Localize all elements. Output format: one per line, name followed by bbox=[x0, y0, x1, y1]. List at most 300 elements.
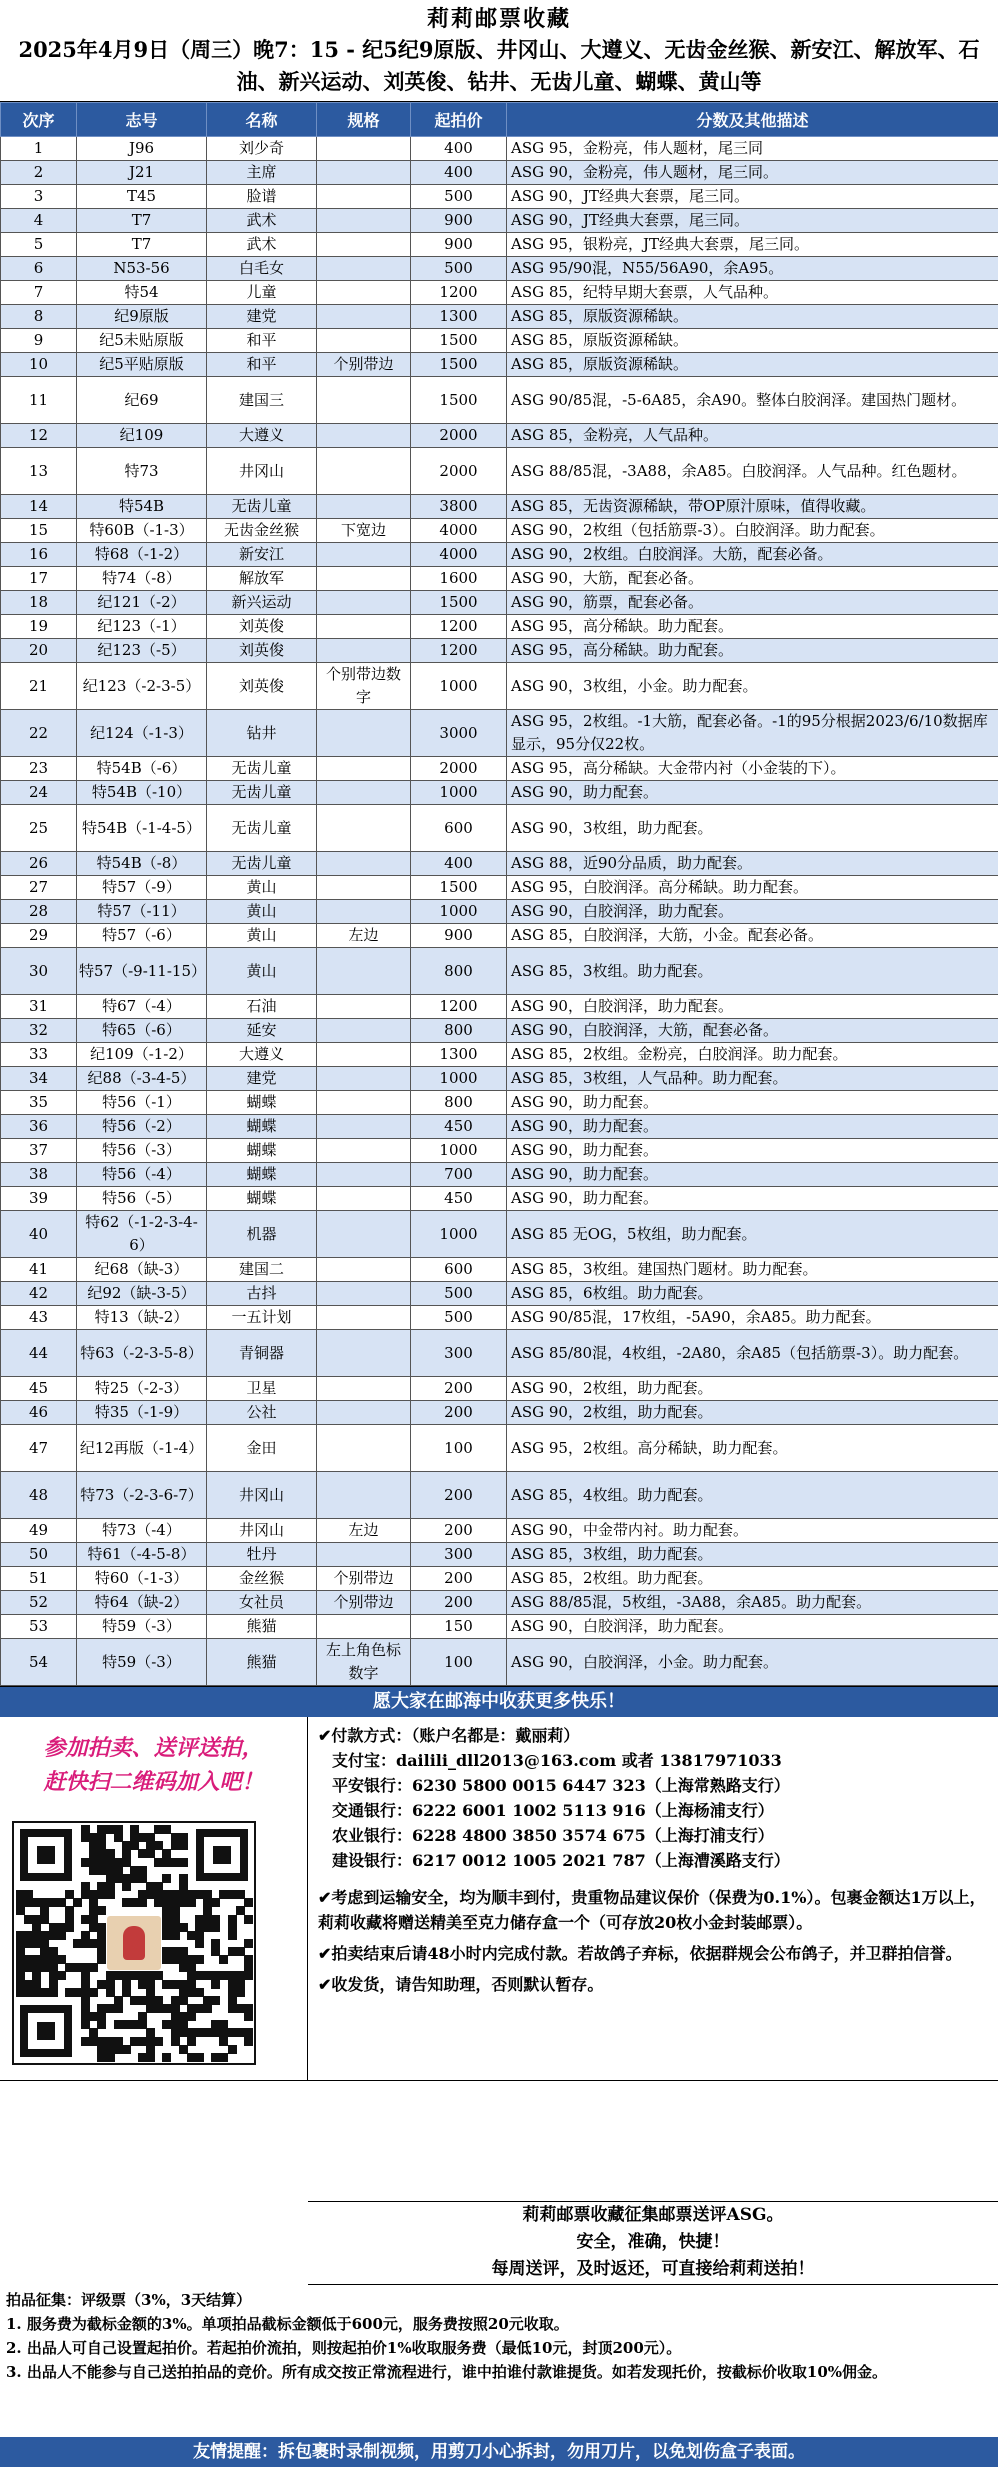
catalog-subtitle: 2025年4月9日（周三）晚7：15 - 纪5纪9原版、井冈山、大遵义、无齿金丝猴、新安江、解放军、石油、新兴运动、刘英俊、钻井、无齿儿童、蝴蝶、黄山等 bbox=[18, 37, 980, 94]
lot-catalog-no: T7 bbox=[77, 233, 207, 257]
lot-spec bbox=[317, 639, 411, 663]
lot-catalog-no: J96 bbox=[77, 137, 207, 161]
lot-name: 一五计划 bbox=[207, 1306, 317, 1330]
qr-module bbox=[211, 1980, 220, 1989]
lot-description: ASG 90，2枚组（包括筋票-3）。白胶润泽。助力配套。 bbox=[507, 519, 998, 543]
lot-number: 37 bbox=[1, 1139, 77, 1163]
lot-number: 48 bbox=[1, 1472, 77, 1519]
lot-spec bbox=[317, 1543, 411, 1567]
lot-catalog-no: 特61（-4-5-8） bbox=[77, 1543, 207, 1567]
lot-name: 黄山 bbox=[207, 924, 317, 948]
promo-panel bbox=[0, 1717, 308, 2080]
qr-module bbox=[211, 1898, 220, 1907]
table-row bbox=[1, 1258, 998, 1282]
qr-module bbox=[244, 2037, 253, 2046]
shipping-note: ✔考虑到运输安全，均为顺丰到付，贵重物品建议保价（保费为0.1%）。包裹金额达1万以上，莉莉收藏将赠送精美至克力储存盒一个（可存放20枚小金封装邮票）。 bbox=[318, 1888, 986, 1932]
qr-module bbox=[244, 1971, 253, 1980]
lot-catalog-no: 特13（缺-2） bbox=[77, 1306, 207, 1330]
qr-code[interactable] bbox=[12, 1821, 256, 2065]
lot-name: 武术 bbox=[207, 209, 317, 233]
lot-name: 大遵义 bbox=[207, 424, 317, 448]
lot-start-price: 500 bbox=[411, 1282, 507, 1306]
qr-module bbox=[195, 2053, 204, 2062]
lot-name: 钻井 bbox=[207, 710, 317, 757]
lot-catalog-no: 纪124（-1-3） bbox=[77, 710, 207, 757]
qr-module bbox=[211, 1996, 220, 2005]
qr-module bbox=[122, 1882, 131, 1891]
lot-start-price: 100 bbox=[411, 1639, 507, 1686]
lot-description: ASG 85，3枚组。助力配套。 bbox=[507, 948, 998, 995]
lot-spec bbox=[317, 995, 411, 1019]
lot-start-price: 1000 bbox=[411, 663, 507, 710]
lot-catalog-no: 纪69 bbox=[77, 377, 207, 424]
lot-spec bbox=[317, 948, 411, 995]
qr-module bbox=[211, 1923, 220, 1932]
qr-module bbox=[97, 1955, 106, 1964]
lot-number: 5 bbox=[1, 233, 77, 257]
lot-spec bbox=[317, 329, 411, 353]
lot-catalog-no: 纪123（-5） bbox=[77, 639, 207, 663]
table-row bbox=[1, 639, 998, 663]
lot-start-price: 1500 bbox=[411, 876, 507, 900]
qr-module bbox=[228, 2045, 237, 2054]
lot-start-price: 800 bbox=[411, 1091, 507, 1115]
payment-info bbox=[308, 1717, 998, 2080]
lot-name: 熊猫 bbox=[207, 1639, 317, 1686]
lot-name: 延安 bbox=[207, 1019, 317, 1043]
lot-spec bbox=[317, 161, 411, 185]
table-row bbox=[1, 1567, 998, 1591]
lot-spec bbox=[317, 852, 411, 876]
qr-module bbox=[57, 1931, 66, 1940]
table-row bbox=[1, 591, 998, 615]
lot-name: 机器 bbox=[207, 1211, 317, 1258]
lot-catalog-no: 特56（-3） bbox=[77, 1139, 207, 1163]
qr-module bbox=[146, 2053, 155, 2062]
table-row bbox=[1, 757, 998, 781]
lot-name: 井冈山 bbox=[207, 1519, 317, 1543]
lot-description: ASG 90，助力配套。 bbox=[507, 1163, 998, 1187]
lot-start-price: 1200 bbox=[411, 995, 507, 1019]
lot-name: 黄山 bbox=[207, 876, 317, 900]
lot-catalog-no: 特73（-2-3-6-7） bbox=[77, 1472, 207, 1519]
lot-start-price: 800 bbox=[411, 1019, 507, 1043]
lot-description: ASG 85，原版资源稀缺。 bbox=[507, 353, 998, 377]
lot-number: 40 bbox=[1, 1211, 77, 1258]
lot-start-price: 500 bbox=[411, 257, 507, 281]
lot-name: 古抖 bbox=[207, 1282, 317, 1306]
lot-description: ASG 90，助力配套。 bbox=[507, 781, 998, 805]
lot-name: 无齿金丝猴 bbox=[207, 519, 317, 543]
lot-name: 蝴蝶 bbox=[207, 1163, 317, 1187]
lot-spec bbox=[317, 257, 411, 281]
lot-description: ASG 95，高分稀缺。大金带内衬（小金装的下）。 bbox=[507, 757, 998, 781]
lot-start-price: 450 bbox=[411, 1115, 507, 1139]
table-row bbox=[1, 519, 998, 543]
lot-name: 金丝猴 bbox=[207, 1567, 317, 1591]
lot-start-price: 1000 bbox=[411, 1139, 507, 1163]
lot-description: ASG 90，金粉亮，伟人题材，尾三同。 bbox=[507, 161, 998, 185]
lot-number: 45 bbox=[1, 1377, 77, 1401]
lot-catalog-no: 特54B（-10） bbox=[77, 781, 207, 805]
lot-description: ASG 95/90混，N55/56A90，余A95。 bbox=[507, 257, 998, 281]
lot-name: 卫星 bbox=[207, 1377, 317, 1401]
lot-name: 无齿儿童 bbox=[207, 852, 317, 876]
lot-start-price: 300 bbox=[411, 1543, 507, 1567]
table-row bbox=[1, 353, 998, 377]
catalog-header bbox=[0, 0, 998, 102]
table-row bbox=[1, 1401, 998, 1425]
lot-description: ASG 95，高分稀缺。助力配套。 bbox=[507, 615, 998, 639]
bank-account-pingan: 平安银行：6230 5800 0015 6447 323（上海常熟路支行） bbox=[332, 1776, 790, 1795]
lot-catalog-no: 特59（-3） bbox=[77, 1615, 207, 1639]
table-row bbox=[1, 377, 998, 424]
qr-module bbox=[195, 1939, 204, 1948]
lot-catalog-no: 特56（-4） bbox=[77, 1163, 207, 1187]
qr-module bbox=[89, 1963, 98, 1972]
submission-ad-line-1: 莉莉邮票收藏征集邮票送评ASG。 bbox=[522, 2205, 784, 2225]
lot-start-price: 2000 bbox=[411, 448, 507, 495]
lot-number: 2 bbox=[1, 161, 77, 185]
qr-module bbox=[162, 1874, 171, 1883]
lot-number: 11 bbox=[1, 377, 77, 424]
lot-catalog-no: 特68（-1-2） bbox=[77, 543, 207, 567]
lot-spec bbox=[317, 591, 411, 615]
lot-name: 无齿儿童 bbox=[207, 805, 317, 852]
lot-spec bbox=[317, 1330, 411, 1377]
lot-start-price: 100 bbox=[411, 1425, 507, 1472]
lot-catalog-no: 纪92（缺-3-5） bbox=[77, 1282, 207, 1306]
table-row bbox=[1, 876, 998, 900]
lot-description: ASG 85，金粉亮，人气品种。 bbox=[507, 424, 998, 448]
rule-item: 2. 出品人可自己设置起拍价。若起拍价流拍，则按起拍价1%收取服务费（最低10元，封顶200元）。 bbox=[6, 2339, 682, 2357]
alipay-account: 支付宝：dailili_dll2013@163.com 或者 13817971033 bbox=[332, 1751, 782, 1770]
lot-name: 牡丹 bbox=[207, 1543, 317, 1567]
lot-catalog-no: 特54B bbox=[77, 495, 207, 519]
lot-start-price: 1500 bbox=[411, 591, 507, 615]
lot-description: ASG 85，无齿资源稀缺，带OP原汁原味，值得收藏。 bbox=[507, 495, 998, 519]
table-row bbox=[1, 305, 998, 329]
submission-ad-line-3: 每周送评，及时返还，可直接给莉莉送拍！ bbox=[491, 2259, 815, 2279]
lot-start-price: 450 bbox=[411, 1187, 507, 1211]
qr-module bbox=[244, 1939, 253, 1948]
lot-number: 42 bbox=[1, 1282, 77, 1306]
greeting-banner: 愿大家在邮海中收获更多快乐！ bbox=[0, 1686, 998, 1717]
lot-description: ASG 85，纪特早期大套票，人气品种。 bbox=[507, 281, 998, 305]
lot-catalog-no: 纪12再版（-1-4） bbox=[77, 1425, 207, 1472]
lot-spec bbox=[317, 1615, 411, 1639]
lot-start-price: 1200 bbox=[411, 639, 507, 663]
table-row bbox=[1, 1163, 998, 1187]
lot-description: ASG 90，助力配套。 bbox=[507, 1091, 998, 1115]
lot-number: 53 bbox=[1, 1615, 77, 1639]
lot-spec bbox=[317, 424, 411, 448]
lot-name: 脸谱 bbox=[207, 185, 317, 209]
lot-spec bbox=[317, 448, 411, 495]
lot-number: 32 bbox=[1, 1019, 77, 1043]
lot-number: 46 bbox=[1, 1401, 77, 1425]
lot-start-price: 200 bbox=[411, 1591, 507, 1615]
qr-module bbox=[171, 1931, 180, 1940]
lot-number: 54 bbox=[1, 1639, 77, 1686]
table-row bbox=[1, 257, 998, 281]
lot-catalog-no: 特54B（-8） bbox=[77, 852, 207, 876]
table-row bbox=[1, 1472, 998, 1519]
table-row bbox=[1, 710, 998, 757]
lot-number: 27 bbox=[1, 876, 77, 900]
lot-catalog-no: 特67（-4） bbox=[77, 995, 207, 1019]
lot-catalog-no: 特59（-3） bbox=[77, 1639, 207, 1686]
qr-module bbox=[73, 1898, 82, 1907]
submission-ad bbox=[308, 2201, 998, 2285]
lot-start-price: 300 bbox=[411, 1330, 507, 1377]
lot-number: 29 bbox=[1, 924, 77, 948]
lot-spec bbox=[317, 567, 411, 591]
lot-start-price: 700 bbox=[411, 1163, 507, 1187]
lot-catalog-no: 特65（-6） bbox=[77, 1019, 207, 1043]
lot-catalog-no: 特63（-2-3-5-8） bbox=[77, 1330, 207, 1377]
qr-module bbox=[106, 2053, 115, 2062]
lot-description: ASG 90，2枚组，助力配套。 bbox=[507, 1401, 998, 1425]
col-header-start-price: 起拍价 bbox=[411, 103, 507, 137]
lot-description: ASG 85，2枚组。金粉亮，白胶润泽。助力配套。 bbox=[507, 1043, 998, 1067]
lot-spec bbox=[317, 1163, 411, 1187]
table-row bbox=[1, 543, 998, 567]
lot-spec bbox=[317, 495, 411, 519]
table-row bbox=[1, 1043, 998, 1067]
lot-number: 41 bbox=[1, 1258, 77, 1282]
qr-module bbox=[57, 1971, 66, 1980]
table-row bbox=[1, 1282, 998, 1306]
table-row bbox=[1, 1091, 998, 1115]
lot-catalog-no: N53-56 bbox=[77, 257, 207, 281]
lot-spec bbox=[317, 543, 411, 567]
lot-description: ASG 95，金粉亮，伟人题材，尾三同 bbox=[507, 137, 998, 161]
lot-spec bbox=[317, 281, 411, 305]
lot-catalog-no: 纪88（-3-4-5） bbox=[77, 1067, 207, 1091]
table-row bbox=[1, 185, 998, 209]
qr-finder-icon bbox=[196, 1829, 248, 1881]
lot-spec: 左上角色标数字 bbox=[317, 1639, 411, 1686]
qr-finder-icon bbox=[20, 1829, 72, 1881]
lot-description: ASG 85，6枚组。助力配套。 bbox=[507, 1282, 998, 1306]
qr-module bbox=[179, 1858, 188, 1867]
lot-start-price: 200 bbox=[411, 1472, 507, 1519]
lot-description: ASG 88，近90分品质，助力配套。 bbox=[507, 852, 998, 876]
lot-description: ASG 85/80混，4枚组，-2A80，余A85（包括筋票-3）。助力配套。 bbox=[507, 1330, 998, 1377]
lot-spec: 左边 bbox=[317, 1519, 411, 1543]
lot-description: ASG 85，3枚组，助力配套。 bbox=[507, 1543, 998, 1567]
lot-number: 31 bbox=[1, 995, 77, 1019]
table-row bbox=[1, 948, 998, 995]
qr-avatar-logo bbox=[104, 1913, 164, 1973]
lot-start-price: 1500 bbox=[411, 329, 507, 353]
lot-number: 20 bbox=[1, 639, 77, 663]
lot-spec bbox=[317, 1425, 411, 1472]
lot-number: 30 bbox=[1, 948, 77, 995]
lot-number: 8 bbox=[1, 305, 77, 329]
lot-name: 大遵义 bbox=[207, 1043, 317, 1067]
table-row bbox=[1, 805, 998, 852]
lot-catalog-no: 特73 bbox=[77, 448, 207, 495]
lot-name: 黄山 bbox=[207, 900, 317, 924]
lot-description: ASG 90，JT经典大套票，尾三同。 bbox=[507, 209, 998, 233]
lot-number: 13 bbox=[1, 448, 77, 495]
lot-start-price: 200 bbox=[411, 1401, 507, 1425]
lot-spec bbox=[317, 137, 411, 161]
lot-spec: 个别带边 bbox=[317, 1591, 411, 1615]
lot-start-price: 2000 bbox=[411, 757, 507, 781]
lot-start-price: 4000 bbox=[411, 519, 507, 543]
lot-catalog-no: 纪5平贴原版 bbox=[77, 353, 207, 377]
promo-line-2: 赶快扫二维码加入吧！ bbox=[43, 1769, 264, 1795]
lot-description: ASG 95，2枚组。高分稀缺，助力配套。 bbox=[507, 1425, 998, 1472]
lot-catalog-no: T7 bbox=[77, 209, 207, 233]
table-row bbox=[1, 1067, 998, 1091]
lot-name: 刘少奇 bbox=[207, 137, 317, 161]
qr-module bbox=[89, 1988, 98, 1997]
lot-number: 23 bbox=[1, 757, 77, 781]
qr-module bbox=[187, 2012, 196, 2021]
catalog-title: 莉莉邮票收藏 bbox=[426, 6, 571, 32]
lot-spec bbox=[317, 900, 411, 924]
lot-description: ASG 90，白胶润泽，小金。助力配套。 bbox=[507, 1639, 998, 1686]
lot-number: 22 bbox=[1, 710, 77, 757]
table-row bbox=[1, 1019, 998, 1043]
lot-spec bbox=[317, 1019, 411, 1043]
lot-spec bbox=[317, 757, 411, 781]
table-row bbox=[1, 137, 998, 161]
lot-description: ASG 85，2枚组。助力配套。 bbox=[507, 1567, 998, 1591]
qr-finder-icon bbox=[20, 2005, 72, 2057]
lot-description: ASG 88/85混，-3A88，余A85。白胶润泽。人气品种。红色题材。 bbox=[507, 448, 998, 495]
lot-spec bbox=[317, 1401, 411, 1425]
lot-name: 主席 bbox=[207, 161, 317, 185]
lot-name: 新安江 bbox=[207, 543, 317, 567]
lot-number: 24 bbox=[1, 781, 77, 805]
lot-start-price: 400 bbox=[411, 161, 507, 185]
col-header-spec: 规格 bbox=[317, 103, 411, 137]
table-row bbox=[1, 1615, 998, 1639]
qr-module bbox=[187, 1898, 196, 1907]
lot-description: ASG 90，2枚组。白胶润泽。大筋，配套必备。 bbox=[507, 543, 998, 567]
lot-description: ASG 90/85混，-5-6A85，余A90。整体白胶润泽。建国热门题材。 bbox=[507, 377, 998, 424]
lot-spec: 下宽边 bbox=[317, 519, 411, 543]
lot-description: ASG 85，4枚组。助力配套。 bbox=[507, 1472, 998, 1519]
table-row bbox=[1, 995, 998, 1019]
lot-description: ASG 90，筋票，配套必备。 bbox=[507, 591, 998, 615]
lot-number: 25 bbox=[1, 805, 77, 852]
lot-start-price: 600 bbox=[411, 1258, 507, 1282]
lot-number: 44 bbox=[1, 1330, 77, 1377]
lot-spec bbox=[317, 1043, 411, 1067]
rules-title: 拍品征集：评级票（3%，3天结算） bbox=[6, 2291, 252, 2309]
lot-spec: 左边 bbox=[317, 924, 411, 948]
lot-name: 井冈山 bbox=[207, 448, 317, 495]
lot-catalog-no: 特56（-2） bbox=[77, 1115, 207, 1139]
lot-spec: 个别带边数字 bbox=[317, 663, 411, 710]
col-header-order: 次序 bbox=[1, 103, 77, 137]
lot-name: 建国三 bbox=[207, 377, 317, 424]
lot-start-price: 3800 bbox=[411, 495, 507, 519]
lot-number: 12 bbox=[1, 424, 77, 448]
qr-module bbox=[97, 2020, 106, 2029]
lot-description: ASG 95，银粉亮，JT经典大套票，尾三同。 bbox=[507, 233, 998, 257]
lot-name: 蝴蝶 bbox=[207, 1139, 317, 1163]
qr-module bbox=[244, 1915, 253, 1924]
table-row bbox=[1, 852, 998, 876]
bank-account-ccb: 建设银行：6217 0012 1005 2021 787（上海漕溪路支行） bbox=[332, 1851, 790, 1870]
lot-start-price: 1300 bbox=[411, 1043, 507, 1067]
table-header-row bbox=[1, 103, 998, 137]
lot-number: 3 bbox=[1, 185, 77, 209]
qr-module bbox=[244, 2012, 253, 2021]
lot-number: 1 bbox=[1, 137, 77, 161]
lot-spec bbox=[317, 710, 411, 757]
lot-name: 武术 bbox=[207, 233, 317, 257]
lot-start-price: 200 bbox=[411, 1519, 507, 1543]
rule-item: 1. 服务费为截标金额的3%。单项拍品截标金额低于600元，服务费按照20元收取。 bbox=[6, 2315, 569, 2333]
lot-number: 39 bbox=[1, 1187, 77, 1211]
lot-start-price: 1000 bbox=[411, 1211, 507, 1258]
lot-catalog-no: 纪109 bbox=[77, 424, 207, 448]
qr-module bbox=[219, 1955, 228, 1964]
qr-module bbox=[122, 2045, 131, 2054]
lot-spec bbox=[317, 1139, 411, 1163]
lot-start-price: 4000 bbox=[411, 543, 507, 567]
lot-number: 50 bbox=[1, 1543, 77, 1567]
lot-number: 35 bbox=[1, 1091, 77, 1115]
lot-number: 18 bbox=[1, 591, 77, 615]
table-row bbox=[1, 209, 998, 233]
lot-name: 女社员 bbox=[207, 1591, 317, 1615]
lot-catalog-no: 特73（-4） bbox=[77, 1519, 207, 1543]
lot-number: 7 bbox=[1, 281, 77, 305]
lot-start-price: 1200 bbox=[411, 615, 507, 639]
table-row bbox=[1, 1139, 998, 1163]
lot-name: 刘英俊 bbox=[207, 615, 317, 639]
lot-catalog-no: 纪123（-2-3-5） bbox=[77, 663, 207, 710]
qr-module bbox=[154, 2037, 163, 2046]
qr-module bbox=[162, 2053, 171, 2062]
payment-title: ✔付款方式：（账户名都是：戴丽莉） bbox=[318, 1726, 580, 1745]
lot-start-price: 600 bbox=[411, 805, 507, 852]
rule-item: 3. 出品人不能参与自己送拍拍品的竞价。所有成交按正常流程进行，谁中拍谁付款谁提货。如若发现托价，按截标价收取10%佣金。 bbox=[6, 2363, 888, 2381]
lot-start-price: 1200 bbox=[411, 281, 507, 305]
lot-description: ASG 95，2枚组。-1大筋，配套必备。-1的95分根据2023/6/10数据库显示，95分仅22枚。 bbox=[507, 710, 998, 757]
lot-start-price: 200 bbox=[411, 1567, 507, 1591]
lot-start-price: 500 bbox=[411, 1306, 507, 1330]
lot-name: 无齿儿童 bbox=[207, 495, 317, 519]
lot-catalog-no: 纪123（-1） bbox=[77, 615, 207, 639]
lot-description: ASG 90，中金带内衬。助力配套。 bbox=[507, 1519, 998, 1543]
lot-catalog-no: J21 bbox=[77, 161, 207, 185]
promo-line-1: 参加拍卖、送评送拍， bbox=[43, 1735, 264, 1761]
lot-description: ASG 90/85混，17枚组，-5A90，余A85。助力配套。 bbox=[507, 1306, 998, 1330]
lot-description: ASG 90，白胶润泽，大筋，配套必备。 bbox=[507, 1019, 998, 1043]
bank-account-abc: 农业银行：6228 4800 3850 3574 675（上海打浦支行） bbox=[332, 1826, 774, 1845]
lot-spec bbox=[317, 233, 411, 257]
lot-spec bbox=[317, 876, 411, 900]
lot-name: 蝴蝶 bbox=[207, 1115, 317, 1139]
lot-description: ASG 90，白胶润泽，助力配套。 bbox=[507, 1615, 998, 1639]
lot-catalog-no: 特54B（-6） bbox=[77, 757, 207, 781]
qr-module bbox=[236, 1988, 245, 1997]
lot-name: 石油 bbox=[207, 995, 317, 1019]
lot-start-price: 800 bbox=[411, 948, 507, 995]
lot-description: ASG 85，原版资源稀缺。 bbox=[507, 305, 998, 329]
table-row bbox=[1, 663, 998, 710]
